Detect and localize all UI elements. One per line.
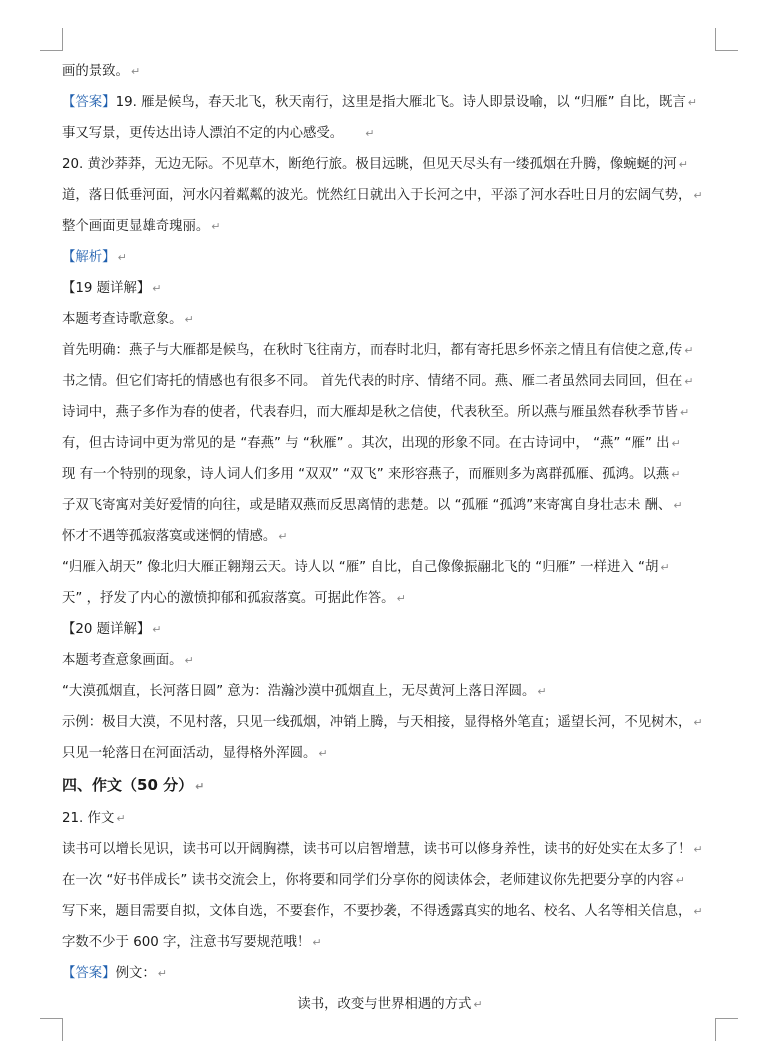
paragraph-mark-icon: ↵ <box>693 189 703 202</box>
paragraph-mark-icon: ↵ <box>152 623 162 636</box>
line-text: 子双飞寄寓对美好爱情的向往，或是睹双燕而反思离情的悲楚。以 “孤雁 “孤鸿”来寄寓自身壮志未 酬、 <box>62 498 672 513</box>
text-line <box>62 118 718 149</box>
line-text: 【20 题详解】 <box>62 622 151 637</box>
paragraph-mark-icon: ↵ <box>473 998 483 1011</box>
paragraph-mark-icon: ↵ <box>537 685 547 698</box>
text-line <box>62 180 718 211</box>
text-line <box>62 56 718 87</box>
document-body <box>62 56 718 1020</box>
text-line <box>62 304 718 335</box>
text-line <box>62 149 718 180</box>
paragraph-mark-icon: ↵ <box>396 592 406 605</box>
line-text: “大漠孤烟直，长河落日圆” 意为：浩瀚沙漠中孤烟直上，无尽黄河上落日浑圆。 <box>62 684 536 699</box>
answer-label: 【答案】 <box>62 95 116 110</box>
paragraph-mark-icon: ↵ <box>679 406 690 419</box>
text-line <box>62 273 718 304</box>
paragraph-mark-icon: ↵ <box>211 220 221 233</box>
line-text: 道，落日低垂河面，河水闪着粼粼的波光。恍然红日就出入于长河之中，平添了河水吞吐日月的宏阔气势， <box>62 188 692 203</box>
paragraph-mark-icon: ↵ <box>130 65 141 78</box>
text-line <box>62 428 718 459</box>
text-line <box>62 335 718 366</box>
paragraph-mark-icon: ↵ <box>693 843 703 856</box>
line-text: 诗词中，燕子多作为春的使者，代表春归，而大雁却是秋之信使，代表秋至。所以燕与雁虽然春秋季节皆 <box>62 405 678 420</box>
paragraph-mark-icon: ↵ <box>117 251 127 264</box>
line-text: 本题考查意象画面。 <box>62 653 183 668</box>
text-line <box>62 521 718 552</box>
paragraph-mark-icon: ↵ <box>675 874 685 887</box>
paragraph-mark-icon: ↵ <box>365 127 375 140</box>
text-line <box>62 927 718 958</box>
line-text: 本题考查诗歌意象。 <box>62 312 183 327</box>
text-line <box>62 459 718 490</box>
line-text: 整个画面更显雄奇瑰丽。 <box>62 219 210 234</box>
line-text: 例文： <box>115 966 156 981</box>
text-line <box>62 865 718 896</box>
text-line <box>62 676 718 707</box>
paragraph-mark-icon: ↵ <box>693 716 703 729</box>
essay-title <box>62 989 718 1020</box>
paragraph-mark-icon: ↵ <box>671 468 681 481</box>
line-text: 只见一轮落日在河面活动，显得格外浑圆。 <box>62 746 317 761</box>
paragraph-mark-icon: ↵ <box>184 654 194 667</box>
text-line <box>62 803 718 834</box>
paragraph-mark-icon: ↵ <box>278 530 288 543</box>
text-line <box>62 87 718 118</box>
line-text: 示例：极目大漠，不见村落，只见一线孤烟，冲销上腾，与天相接，显得格外笔直；遥望长河，不见树木， <box>62 715 692 730</box>
text-line <box>62 834 718 865</box>
corner-mark-bottom-right <box>715 1018 738 1041</box>
line-text: 读书，改变与世界相遇的方式 <box>297 997 472 1012</box>
text-line <box>62 614 718 645</box>
line-text: 画的景致。 <box>62 64 129 79</box>
section-heading <box>62 769 718 803</box>
line-text: 怀才不遇等孤寂落寞或迷惘的情感。 <box>62 529 277 544</box>
line-text: 读书可以增长见识，读书可以开阔胸襟，读书可以启智增慧，读书可以修身养性，读书的好处实在太多了！ <box>62 842 692 857</box>
line-text: 19. 雁是候鸟，春天北飞，秋天南行，这里是指大雁北飞。诗人即景设喻，以 “归雁” 自比，既言 <box>115 95 686 110</box>
line-text: 【19 题详解】 <box>62 281 151 296</box>
corner-mark-bottom-left <box>40 1018 63 1041</box>
answer-label: 【解析】 <box>62 250 116 265</box>
answer-label: 【答案】 <box>62 966 116 981</box>
line-text: 在一次 “好书伴成长” 读书交流会上，你将要和同学们分享你的阅读体会，老师建议你先把要分享的内容 <box>62 873 674 888</box>
text-line <box>62 242 718 273</box>
paragraph-mark-icon: ↵ <box>157 967 167 980</box>
paragraph-mark-icon: ↵ <box>660 561 670 574</box>
line-text: 天” ，抒发了内心的激愤抑郁和孤寂落寞。可据此作答。 <box>62 591 395 606</box>
paragraph-mark-icon: ↵ <box>684 375 694 388</box>
paragraph-mark-icon: ↵ <box>116 812 126 825</box>
text-line <box>62 645 718 676</box>
text-line <box>62 958 718 989</box>
text-line <box>62 366 718 397</box>
text-line <box>62 552 718 583</box>
line-text: 写下来，题目需要自拟，文体自选，不要套作，不要抄袭，不得透露真实的地名、校名、人名等相关信息， <box>62 904 692 919</box>
paragraph-mark-icon: ↵ <box>678 158 688 171</box>
text-line <box>62 211 718 242</box>
corner-mark-top-right <box>715 28 738 51</box>
corner-mark-top-left <box>40 28 63 51</box>
paragraph-mark-icon: ↵ <box>152 282 162 295</box>
line-text: 字数不少于 600 字，注意书写要规范哦！ <box>62 935 311 950</box>
text-line <box>62 738 718 769</box>
paragraph-mark-icon: ↵ <box>312 936 322 949</box>
line-text: 首先明确：燕子与大雁都是候鸟，在秋时飞往南方，而春时北归，都有寄托思乡怀亲之情且有信使之意,传 <box>62 343 683 358</box>
text-line <box>62 707 718 738</box>
line-text: 四、作文（50 分） <box>62 776 194 794</box>
paragraph-mark-icon: ↵ <box>195 780 205 793</box>
line-text: “归雁入胡天” 像北归大雁正翱翔云天。诗人以 “雁” 自比，自己像像振翮北飞的 “归雁” 一样进入 “胡 <box>62 560 659 575</box>
line-text: 21. 作文 <box>62 811 115 826</box>
paragraph-mark-icon: ↵ <box>687 96 697 109</box>
paragraph-mark-icon: ↵ <box>684 344 694 357</box>
line-text: 20. 黄沙莽莽，无边无际。不见草木，断绝行旅。极目远眺，但见天尽头有一缕孤烟在升腾，像蜿蜒的河 <box>62 157 677 172</box>
line-text: 事又写景，更传达出诗人漂泊不定的内心感受。 <box>62 126 344 141</box>
paragraph-mark-icon: ↵ <box>318 747 328 760</box>
text-line <box>62 490 718 521</box>
text-line <box>62 583 718 614</box>
paragraph-mark-icon: ↵ <box>184 313 194 326</box>
text-line <box>62 397 718 428</box>
text-line <box>62 896 718 927</box>
paragraph-mark-icon: ↵ <box>693 905 703 918</box>
line-text: 有，但古诗词中更为常见的是 “春燕” 与 “秋雁” 。其次，出现的形象不同。在古诗词中， “燕” “雁” 出 <box>62 436 670 451</box>
line-text: 现 有一个特别的现象，诗人词人们多用 “双双” “双飞” 来形容燕子，而雁则多为离群孤雁、孤鸿。以燕 <box>62 467 670 482</box>
line-text: 书之情。但它们寄托的情感也有很多不同。 首先代表的时序、情绪不同。燕、雁二者虽然同去同回，但在 <box>62 374 683 389</box>
paragraph-mark-icon: ↵ <box>673 499 683 512</box>
paragraph-mark-icon: ↵ <box>671 437 681 450</box>
